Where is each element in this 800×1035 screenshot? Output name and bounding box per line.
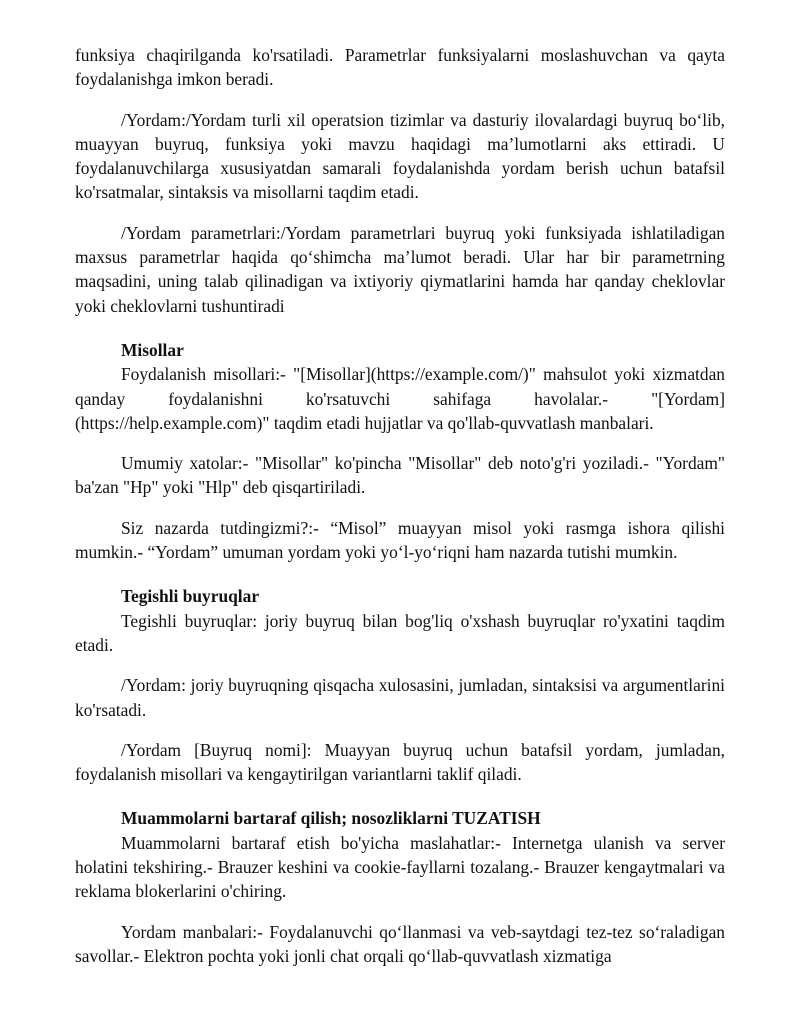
paragraph-siz-nazarda-tutdingizmi: Siz nazarda tutdingizmi?:- “Misol” muayyan misol yoki rasmga ishora qilishi mumkin.- “Yordam” umuman yordam yoki yo‘l-yo‘riqni ham nazarda tutishi mumkin. [75, 517, 725, 563]
paragraph-yordam-manbalari: Yordam manbalari:- Foydalanuvchi qo‘llanmasi va veb-saytdagi tez-tez so‘raladigan savollar.- Elektron pochta yoki jonli chat orqali qo‘llab-quvvatlash xizmatiga [75, 921, 725, 966]
paragraph-tegishli-buyruqlar: Tegishli buyruqlar: joriy buyruq bilan bog'liq o'xshash buyruqlar ro'yxatini taqdim etadi. [75, 610, 725, 655]
paragraph-foydalanish-misollari: Foydalanish misollari:- "[Misollar](https://example.com/)" mahsulot yoki xizmatdan qanday foydalanishni ko'rsatuvchi sahifaga havolalar.- "[Yordam](https://help.example.com)" taqdim etadi hujjatlar va qo'llab-quvvatlash manbalari. [75, 364, 725, 433]
paragraph-yordam-xulosa: /Yordam: joriy buyruqning qisqacha xulosasini, jumladan, sintaksisi va argumentlarini ko'rsatadi. [75, 675, 725, 720]
paragraph-yordam-parametrlari: /Yordam parametrlari:/Yordam parametrlari buyruq yoki funksiyada ishlatiladigan maxsus parametrlar haqida qo‘shimcha ma’lumot beradi. Ular har bir parametrning maqsadini, uning talab qilinadigan va ixtiyoriy qiymatlarini hamda har qanday cheklovlar yoki cheklovlarni tushuntiradi [75, 222, 725, 316]
paragraph-yordam-buyruq-nomi: /Yordam [Buyruq nomi]: Muayyan buyruq uchun batafsil yordam, jumladan, foydalanish misollari va kengaytirilgan variantlarni taklif qiladi. [75, 739, 725, 785]
paragraph-maslahatlar: Muammolarni bartaraf etish bo'yicha maslahatlar:- Internetga ulanish va server holatini tekshiring.- Brauzer keshini va cookie-fayllarni tozalang.- Brauzer kengaytmalari va reklama blokerlarini o'chiring. [75, 832, 725, 902]
paragraph-yordam: /Yordam:/Yordam turli xil operatsion tizimlar va dasturiy ilovalardagi buyruq bo‘lib, muayyan buyruq, funksiya yoki mavzu haqidagi ma’lumotlarni aks ettiradi. U foydalanuvchilarga xususiyatdan samarali foydalanishda yordam berish uchun batafsil ko'rsatmalar, sintaksis va misollarni taqdim etadi. [75, 109, 725, 203]
heading-muammolarni-bartaraf-qilish: Muammolarni bartaraf qilish; nosozliklarni TUZATISH [121, 808, 541, 829]
heading-tegishli-buyruqlar: Tegishli buyruqlar [121, 586, 260, 607]
heading-misollar: Misollar [121, 339, 184, 360]
paragraph-continuation: funksiya chaqirilganda ko'rsatiladi. Parametrlar funksiyalarni moslashuvchan va qayta foydalanishga imkon beradi. [75, 45, 725, 90]
paragraph-umumiy-xatolar: Umumiy xatolar:- "Misollar" ko'pincha "Misollar" deb noto'g'ri yoziladi.- "Yordam" ba'zan "Hp" yoki "Hlp" deb qisqartiriladi. [75, 453, 725, 498]
